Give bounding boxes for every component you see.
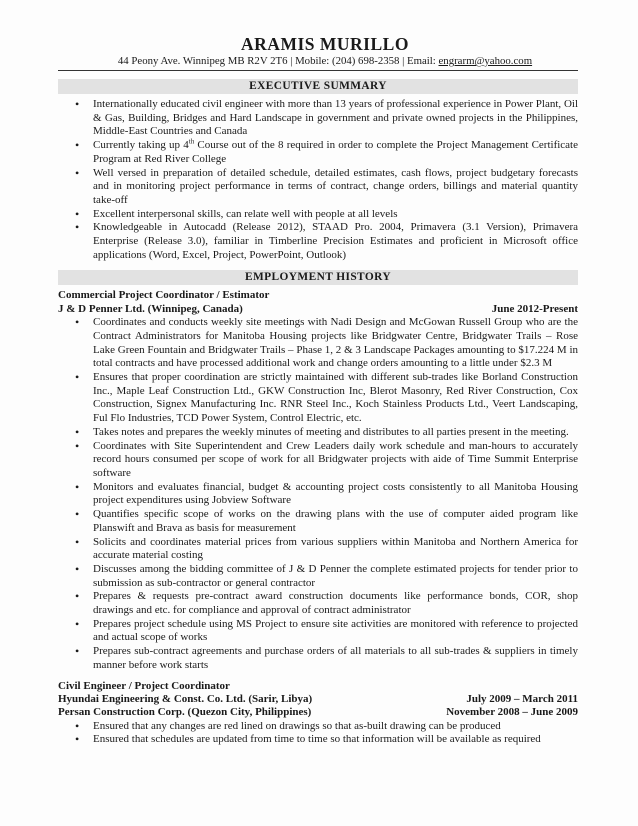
list-item: • Monitors and evaluates financial, budget & accounting project costs consistently to all Manitoba Housing project expenditures using Jobview Software [58, 481, 578, 508]
header-divider [58, 70, 578, 71]
course-ordinal-suffix: th [188, 137, 195, 146]
course-text-start: Currently taking up 4 [93, 139, 189, 152]
list-item: • Knowledgeable in Autocadd (Release 2012), STAAD Pro. 2004, Primavera (3.1 Version), Primavera Enterprise (Release 3.0), familiar in Timberline Precision Estimates and proficient in Microsoft office applications (Word, Excel, Project, PowerPoint, Outlook) [58, 221, 578, 262]
job-title: Civil Engineer / Project Coordinator [58, 679, 230, 692]
job-company-row [58, 693, 578, 706]
job2-duties-list [58, 720, 578, 747]
list-item: • Ensures that proper coordination are strictly maintained with different sub-trades like Borland Construction Inc., Maple Leaf Construction Ltd., GKW Construction Inc, Blerot Masonry, Red River Construction, Cox Construction, Signex Manufacturing Inc. RNR Steel Inc., Koch Stainless Products Ltd., Veert Landscaping, Ful Flo Industries, TCD Power System, Control Electric, etc. [58, 371, 578, 426]
employment-history-heading: EMPLOYMENT HISTORY [58, 270, 578, 285]
list-item: • Internationally educated civil engineer with more than 13 years of professional experience in Power Plant, Oil & Gas, Building, Bridges and Hard Landscape in government and private owned projects in the Philippines, Middle-East Countries and Canada [58, 98, 578, 139]
company-name: Hyundai Engineering & Const. Co. Ltd. (Sarir, Libya) [58, 692, 313, 705]
job1-duties-list [58, 316, 578, 672]
email-link[interactable]: engrarm@yahoo.com [438, 55, 533, 67]
list-item: • Well versed in preparation of detailed schedule, detailed estimates, cash flows, project budgetary forecasts and in monitoring project performance in terms of contract, change orders, billings and material quantity take-off [58, 167, 578, 208]
list-item: • Excellent interpersonal skills, can relate well with people at all levels [58, 208, 578, 222]
contact-line [72, 54, 578, 68]
list-item: • Prepares sub-contract agreements and purchase orders of all materials to all sub-trades & suppliers in timely manner before work starts [58, 645, 578, 672]
job-company-row [58, 706, 578, 719]
company-name: Persan Construction Corp. (Quezon City, Philippines) [58, 706, 312, 719]
job-company-row [58, 303, 578, 316]
job-title: Commercial Project Coordinator / Estimator [58, 289, 270, 302]
list-item: • Prepares project schedule using MS Project to ensure site activities are monitored with reference to projected and actual scope of works [58, 618, 578, 645]
list-item: • Coordinates with Site Superintendent and Crew Leaders daily work schedule and man-hours to accurately record hours consumed per scope of work for all Bridgwater projects with aide of Time Summit Enterprise software [58, 440, 578, 481]
job-dates: November 2008 – June 2009 [446, 706, 578, 719]
company-name: J & D Penner Ltd. (Winnipeg, Canada) [58, 302, 243, 315]
list-item: • Coordinates and conducts weekly site meetings with Nadi Design and McGowan Russell Group who are the Contract Administrators for Manitoba Housing projects like Bridgwater Centre, Bridgwater Trails – Rose Lake Green Fountain and Bridgwater Trails – Phase 1, 2 & 3 Landscape Packages amounting to $17.224 M in total contracts and have processed additional work and change orders amounting to a little under $2.3 M [58, 316, 578, 371]
list-item: • Quantifies specific scope of works on the drawing plans with the use of computer aided program like Planswift and Brava as basis for measurement [58, 508, 578, 535]
section-gap [58, 673, 578, 680]
list-item: • Solicits and coordinates material prices from various suppliers within Manitoba and Northern America for accurate material costing [58, 536, 578, 563]
list-item: • Prepares & requests pre-contract award construction documents like performance bonds, COR, shop drawings and etc. for compliance and approval of contract administrator [58, 590, 578, 617]
course-text-end: Course out of the 8 required in order to complete the Project Management Certificate Program at Red River College [93, 139, 578, 165]
summary-list [58, 98, 578, 262]
list-item: • Ensured that any changes are red lined on drawings so that as-built drawing can be produced [58, 720, 578, 734]
list-item: • Takes notes and prepares the weekly minutes of meeting and distributes to all parties present in the meeting. [58, 426, 578, 440]
list-item: • Discusses among the bidding committee of J & D Penner the complete estimated projects for tender prior to submission as sub-contractor or general contractor [58, 563, 578, 590]
list-item: • Ensured that schedules are updated from time to time so that information will be available as required [58, 733, 578, 747]
contact-details: 44 Peony Ave. Winnipeg MB R2V 2T6 | Mobile: (204) 698-2358 | Email: [117, 55, 439, 67]
job-dates: July 2009 – March 2011 [466, 692, 578, 705]
candidate-name: ARAMIS MURILLO [241, 34, 409, 54]
job-dates: June 2012-Present [491, 302, 578, 315]
list-item [58, 139, 578, 166]
executive-summary-heading: EXECUTIVE SUMMARY [58, 79, 578, 94]
